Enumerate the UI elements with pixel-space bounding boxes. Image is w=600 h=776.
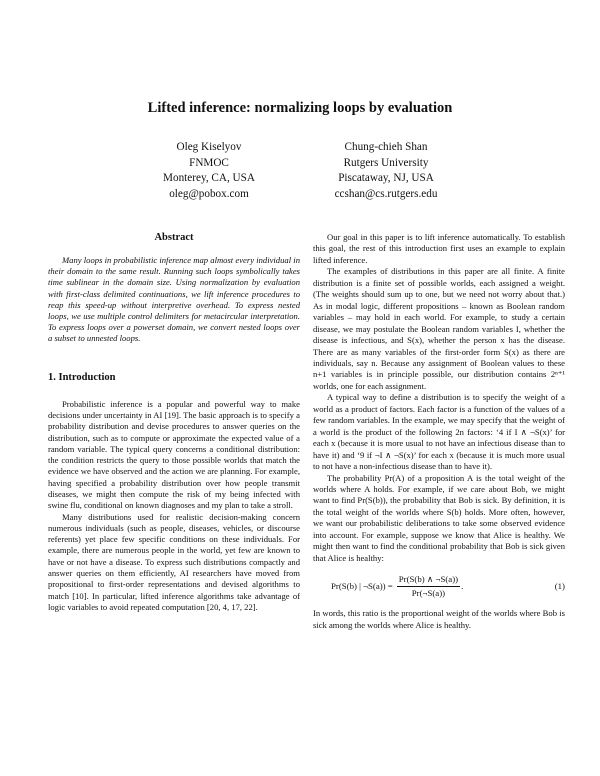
author-location: Monterey, CA, USA [163, 172, 255, 184]
equation-1 [313, 572, 565, 600]
paper-title: Lifted inference: normalizing loops by evaluation [147, 100, 453, 116]
author-block-2 [301, 140, 471, 202]
author-affiliation: Rutgers University [343, 156, 429, 169]
right-column [313, 232, 565, 631]
equation-fraction [397, 574, 460, 598]
body-paragraph: A typical way to define a distribution is to specify the weight of a world as a product of factors. Each factor is a function of the values of a few random variables. In the example, we may specify that the weight of a world is the product of the following 2n factors: ‘4 if I ∧ ¬S(x)’ for each x (because it is more usual to not have an infectious disease than to have it) and ‘9 if ¬I ∧ ¬S(x)’ for each x (because it is much more usual to not have a non-infectious disease than to have it). [313, 392, 565, 472]
section-heading-introduction: 1. Introduction [48, 371, 116, 383]
author-email: ccshan@cs.rutgers.edu [334, 187, 438, 200]
equation-period: . [461, 581, 464, 592]
body-paragraph: Many distributions used for realistic decision-making concern numerous individuals (such as people, diseases, vehicles, or discourse referents) yet place few specific conditions on these individuals. For example, there are numerous people in the world, yet few are known to have or not have a disease. To express such distributions compactly and answer queries on them efficiently, AI researchers have moved from propositional to first-order representations and devised algorithms to match [10]. In particular, lifted inference algorithms take advantage of logic variables to avoid repeated computation [20, 4, 17, 22]. [48, 511, 300, 612]
equation-denominator: Pr(¬S(a)) [411, 588, 446, 599]
author-email: oleg@pobox.com [169, 187, 249, 200]
body-paragraph: Our goal in this paper is to lift inference automatically. To establish this goal, the rest of this introduction first uses an example to explain lifted inference. [313, 232, 565, 265]
abstract-text: Many loops in probabilistic inference map almost every individual in their domain to the same result. Running such loops symbolically takes time sublinear in the domain size. Using normalization by evaluation with first-class delimited continuations, we lift inference procedures to reap this speed-up without interpretive overhead. To express nested loops, we use multiple control delimiters for metacircular interpretation. To express loops over a powerset domain, we convert nested loops over a subset to unnested loops. [48, 255, 300, 344]
equation-numerator: Pr(S(b) ∧ ¬S(a)) [397, 574, 460, 587]
equation-lhs: Pr(S(b) | ¬S(a)) = [331, 581, 393, 592]
author-name: Chung-chieh Shan [344, 141, 428, 153]
body-paragraph: The probability Pr(A) of a proposition A is the total weight of the worlds where A holds. For example, if we care about Bob, we might want to find Pr(S(b)), the probability that Bob is sick. By definition, it is the total weight of the worlds where S(b) holds. More often, however, we want our probabilistic deliberations to take some observed evidence into account. For example, suppose we know that Alice is healthy. We might then want to find the conditional probability that Bob is sick given that Alice is healthy: [313, 472, 565, 563]
abstract-heading: Abstract [154, 232, 194, 243]
author-name: Oleg Kiselyov [176, 141, 242, 153]
author-affiliation: FNMOC [189, 156, 229, 169]
body-paragraph: The examples of distributions in this paper are all finite. A finite distribution is a finite set of possible worlds, each assigned a weight. (The weights should sum up to one, but we need not worry about that.) As in modal logic, different propositions – known as Boolean random variables – may hold in each world. For example, to study a certain disease, we may postulate the Boolean random variables I, whether the disease is infectious, and S(x), whether the person x has the disease. There are as many variables of the first-order form S(x) as there are individuals, say n. Because any assignment of Boolean values to these n+1 variables is in principle possible, our distribution contains 2ⁿ⁺¹ worlds, one for each assignment. [313, 266, 565, 391]
left-column [48, 232, 300, 613]
body-paragraph: Probabilistic inference is a popular and powerful way to make decisions under uncertainty in AI [19]. The basic approach is to specify a probability distribution and devise procedures to answer queries on the distribution, such as to compute or approximate the expected value of a random variable. The typical query concerns a conditional distribution: the condition restricts the query to those possible worlds that match the evidence we have observed and the action we are planning. For example, having specified a probability distribution over how people transmit diseases, we might then compute the risk of my being infected with swine flu, conditional on known diagnoses and my plan to take a stroll. [48, 398, 300, 511]
author-block-1 [124, 140, 294, 202]
body-paragraph: In words, this ratio is the proportional weight of the worlds where Bob is sick among the worlds where Alice is healthy. [313, 608, 565, 630]
author-location: Piscataway, NJ, USA [338, 172, 434, 184]
equation-number: (1) [554, 581, 565, 592]
